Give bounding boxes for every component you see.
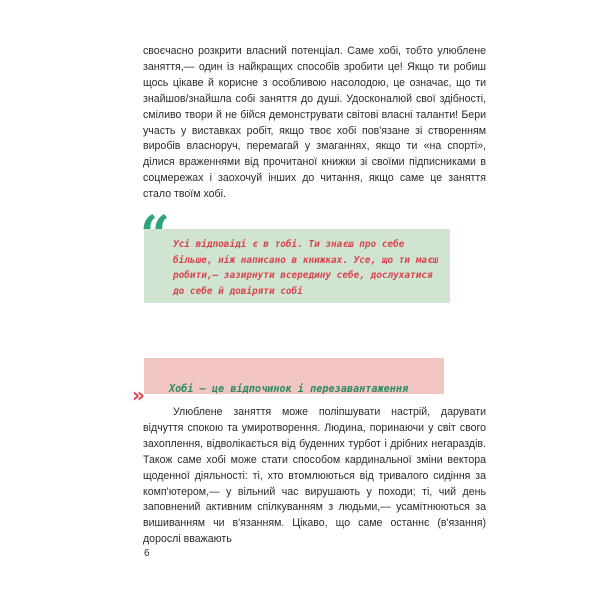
chevron-right-icon: » [132, 383, 142, 407]
quote-text: Усі відповіді є в тобі. Ти знаєш про себе більше, ніж написано в книжках. Усе, що ти маєш робити,— зазирнути всередину себе, дослухатися до себе й довіряти собі [173, 239, 439, 297]
page-number: 6 [144, 548, 150, 559]
body-paragraph-2: Улюблене заняття може поліпшувати настрій, дарувати відчуття спокою та умиротворення. Людина, поринаючи у світ свого захоплення, відволікається від буденних турбот і дрібних негараздів. Також саме хобі може стати способом кардинальної зміни вектора щоденної діяльності: ті, хто втомлюються від тривалого сидіння за комп'ютером,— у вільний час вирушають у походи; ті, чий день заповнений активним спілкуванням з людьми,— усамітнюються за вишиванням чи в'язанням. Цікаво, що саме останнє (в'язання) дорослі вважають [143, 406, 486, 546]
body-paragraph-1: своєчасно розкрити власний потенціал. Саме хобі, тобто улюблене заняття,— один із найкращих способів зробити це! Якщо ти робиш щось цікаве й корисне з особливою насолодою, це означає, що ти знайшов/знайшла собі заняття до душі. Удосконалюй свої здібності, сміливо твори й не бійся демонструвати світові власні таланти! Бери участь у виставках робіт, якщо твоє хобі пов'язане зі створенням виробів власноруч, перемагай у змаганнях, якщо ти «на спорті», ділися враженнями від прочитаної книжки зі своїми підписниками в соцмережах і заохочуй інших до читання, якщо саме це заняття стало твоїм хобі. [143, 45, 486, 201]
section-heading: Хобі — це відпочинок і перезавантаження [169, 384, 409, 395]
quote-mark-icon: “ [140, 205, 170, 266]
